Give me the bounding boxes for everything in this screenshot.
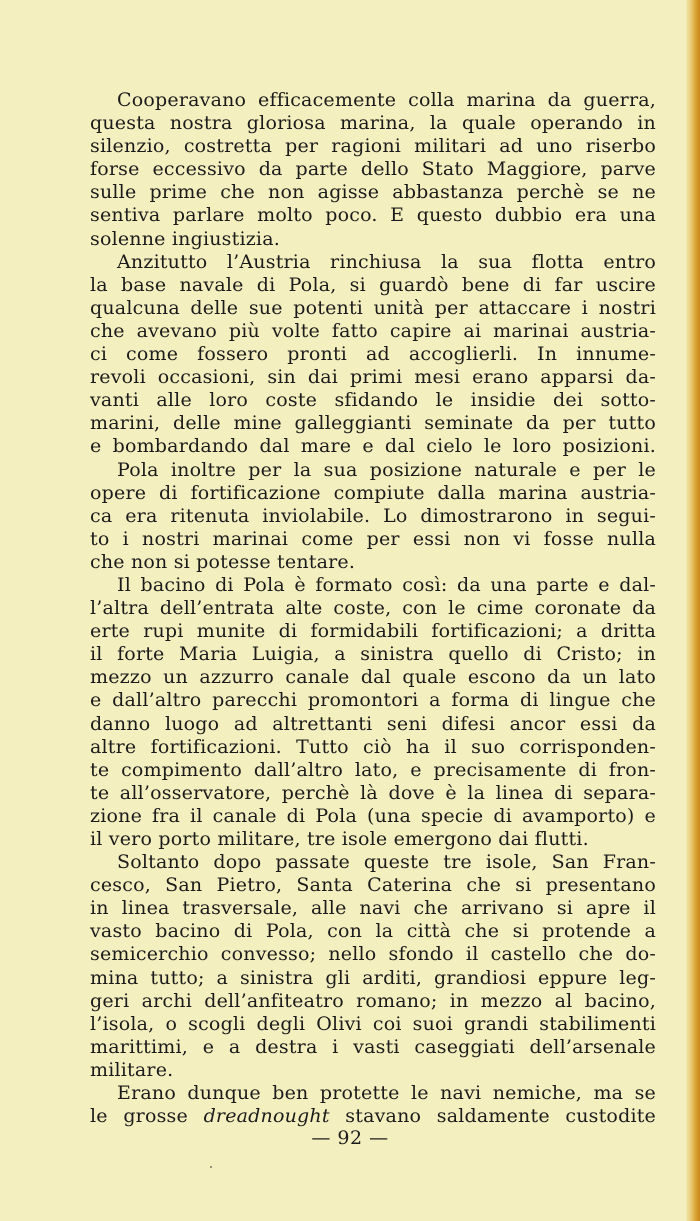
text-line: e dall’altro parecchi promontori a forma di lingue che [90,689,656,712]
text-line: che avevano più volte fatto capire ai marinai austria- [90,319,656,342]
text-line: cesco, San Pietro, Santa Caterina che si presentano [90,874,656,897]
text-line: te compimento dall’altro lato, e precisamente di fron- [90,758,656,781]
text-line: solenne ingiustizia. [90,227,280,250]
text-line: che non si potesse tentare. [90,550,356,573]
text-line: te all’osservatore, perchè là dove è la linea di separa- [90,781,656,804]
text-line: qualcuna delle sue potenti unità per attaccare i nostri [90,296,656,319]
text-line: zione fra il canale di Pola (una specie di avamporto) e [90,804,656,827]
text-line: militare. [90,1058,174,1081]
text-line: marini, delle mine galleggianti seminate da per tutto [90,412,656,435]
text-line: revoli occasioni, sin dai primi mesi erano apparsi da- [90,366,656,389]
text-line: silenzio, costretta per ragioni militari ad uno riserbo [90,135,656,158]
text-line: forse eccessivo da parte dello Stato Maggiore, parve [90,158,656,181]
text-line: ca era ritenuta inviolabile. Lo dimostrarono in segui- [90,504,656,527]
text-line: Cooperavano efficacemente colla marina da guerra, [117,89,656,111]
text-line: il forte Maria Luigia, a sinistra quello di Cristo; in [90,643,656,666]
text-line: Soltanto dopo passate queste tre isole, San Fran- [117,851,656,874]
text-fragment: le grosse [90,1105,204,1128]
text-line: sulle prime che non agisse abbastanza perchè se ne [90,181,656,204]
text-line: vanti alle loro coste sfidando le insidie dei sotto- [90,389,656,412]
text-line: il vero porto militare, tre isole emergono dai flutti. [90,828,589,850]
text-line: mezzo un azzurro canale dal quale escono da un lato [90,666,656,689]
text-line: to i nostri marinai come per essi non vi fosse nulla [90,527,656,550]
text-line: ci come fossero pronti ad accoglierli. In innume- [90,343,656,366]
italic-term: dreadnought [203,1105,330,1128]
text-line: sentiva parlare molto poco. E questo dubbio era una [90,204,656,227]
text-line: marittimi, e a destra i vasti caseggiati dell’arsenale [90,1035,656,1058]
text-line: opere di fortificazione compiute dalla marina austria- [90,481,656,504]
text-line: vasto bacino di Pola, con la città che si protende a [90,920,656,943]
text-line: Il bacino di Pola è formato così: da una parte e dal- [117,573,656,596]
text-line: semicerchio convesso; nello sfondo il castello che do- [90,943,656,966]
text-line: e bombardando dal mare e dal cielo le loro posizioni. [90,435,656,458]
text-line: erte rupi munite di formidabili fortificazioni; a dritta [90,620,656,643]
text-line: Erano dunque ben protette le navi nemiche, ma se [117,1082,656,1105]
text-line: in linea trasversale, alle navi che arrivano si apre il [90,897,656,920]
text-line: questa nostra gloriosa marina, la quale operando in [90,112,656,135]
page-edge [686,0,700,1221]
text-line: geri archi dell’anfiteatro romano; in mezzo al bacino, [90,989,656,1012]
text-line [90,1105,656,1128]
text-fragment: stavano saldamente custodite [329,1105,656,1128]
text-line: l’altra dell’entrata alte coste, con le cime coronate da [90,597,656,620]
text-line: la base navale di Pola, si guardò bene di far uscire [90,273,656,296]
text-line: l’isola, o scogli degli Olivi coi suoi grandi stabilimenti [90,1012,656,1035]
page-number: — 92 — [311,1127,389,1149]
text-line: Pola inoltre per la sua posizione naturale e per le [117,458,656,481]
body-text [90,89,656,1128]
text-line: altre fortificazioni. Tutto ciò ha il suo corrisponden- [90,735,656,758]
text-line: mina tutto; a sinistra gli arditi, grandiosi eppure leg- [90,966,656,989]
text-line: Anzitutto l’Austria rinchiusa la sua flotta entro [117,250,656,273]
text-line: danno luogo ad altrettanti seni difesi ancor essi da [90,712,656,735]
paper-speck [210,1166,212,1168]
